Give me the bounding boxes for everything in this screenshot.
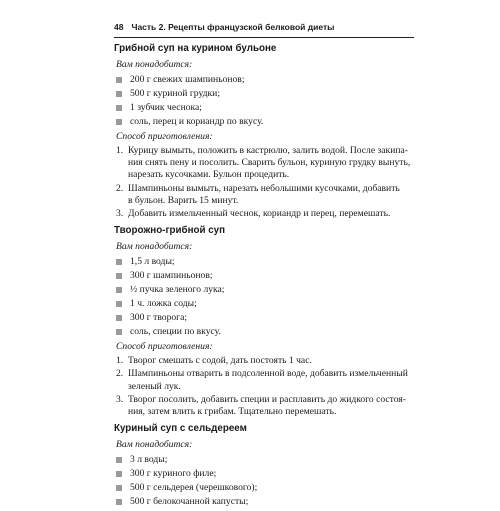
ingredient-item: 1,5 л воды; [114,255,414,269]
square-bullet-icon [116,287,122,293]
ingredients-list [114,255,414,339]
recipe-title: Творожно-грибной суп [114,225,226,237]
steps-list [114,355,414,418]
recipe-title: Грибной суп на курином бульоне [114,43,277,54]
ingredient-item: 500 г сельдерея (черешкового); [114,481,414,495]
method-label: Способ приготовления: [116,131,213,142]
running-title: Часть 2. Рецепты французской белковой диеты [131,22,335,32]
step-number: 1. [116,145,124,156]
square-bullet-icon [116,273,122,279]
running-head [114,22,414,36]
square-bullet-icon [116,329,122,335]
step-text: Курицу вымыть, положить в кастрюлю, залить водой. После закипа- ния снять пену и посолить. Сварить бульон, куриную грудку вынуть, нарезать кусочками. Бульон процедить. [128,145,411,181]
header-rule [114,37,414,38]
square-bullet-icon [116,119,122,125]
step-item [114,355,414,367]
ingredient-item: 200 г свежих шампиньонов; [114,73,414,87]
square-bullet-icon [116,259,122,265]
ingredient-item: соль, перец и кориандр по вкусу. [114,115,414,129]
ingredient-item: 300 г шампиньонов; [114,269,414,283]
recipe-3 [114,422,414,509]
method-label: Способ приготовления: [116,341,213,353]
square-bullet-icon [116,499,122,505]
recipe-title: Куриный суп с сельдереем [114,423,247,435]
ingredient-item: ½ пучка зеленого лука; [114,283,414,297]
step-number: 1. [116,355,124,367]
step-number: 2. [116,368,124,380]
step-item [114,208,414,220]
ingredients-label: Вам понадобится: [116,59,193,70]
ingredient-item: 300 г творога; [114,311,414,325]
square-bullet-icon [116,301,122,307]
ingredients-list [114,453,414,509]
ingredients-list [114,73,414,129]
ingredient-item: 300 г куриного филе; [114,467,414,481]
step-item [114,368,414,392]
step-item [114,183,414,207]
square-bullet-icon [116,77,122,83]
square-bullet-icon [116,315,122,321]
steps-list [114,145,414,220]
step-text: Творог смешать с содой, дать постоять 1 час. [128,355,312,367]
ingredient-item: 3 л воды; [114,453,414,467]
square-bullet-icon [116,457,122,463]
step-number: 2. [116,182,124,194]
step-item [114,394,414,418]
step-text: Шампиньоны вымыть, нарезать небольшими кусочками, добавить в бульон. Варить 15 минут. [128,182,400,206]
ingredient-item: 500 г белокочанной капусты; [114,495,414,509]
step-text: Добавить измельченный чеснок, кориандр и перец, перемешать. [128,208,391,220]
square-bullet-icon [116,105,122,111]
ingredient-item: 500 г куриной грудки; [114,87,414,101]
step-item [114,145,414,182]
square-bullet-icon [116,471,122,477]
page-number: 48 [114,22,124,32]
step-text: Творог посолить, добавить специи и расплавить до жидкого состоя- ния, затем влить к грибам. Тщательно перемешать. [128,393,406,418]
square-bullet-icon [116,485,122,491]
step-text: Шампиньоны отварить в подсоленной воде, добавить измельченный зеленый лук. [128,368,408,392]
step-number: 3. [116,208,124,220]
ingredients-label: Вам понадобится: [116,241,193,253]
recipe-1 [114,42,414,220]
ingredient-item: 1 ч. ложка соды; [114,297,414,311]
recipe-2 [114,224,414,418]
square-bullet-icon [116,91,122,97]
book-page [114,22,414,511]
ingredient-item: 1 зубчик чеснока; [114,101,414,115]
step-number: 3. [116,393,124,405]
ingredient-item: соль, специи по вкусу. [114,325,414,339]
ingredients-label: Вам понадобится: [116,439,193,451]
